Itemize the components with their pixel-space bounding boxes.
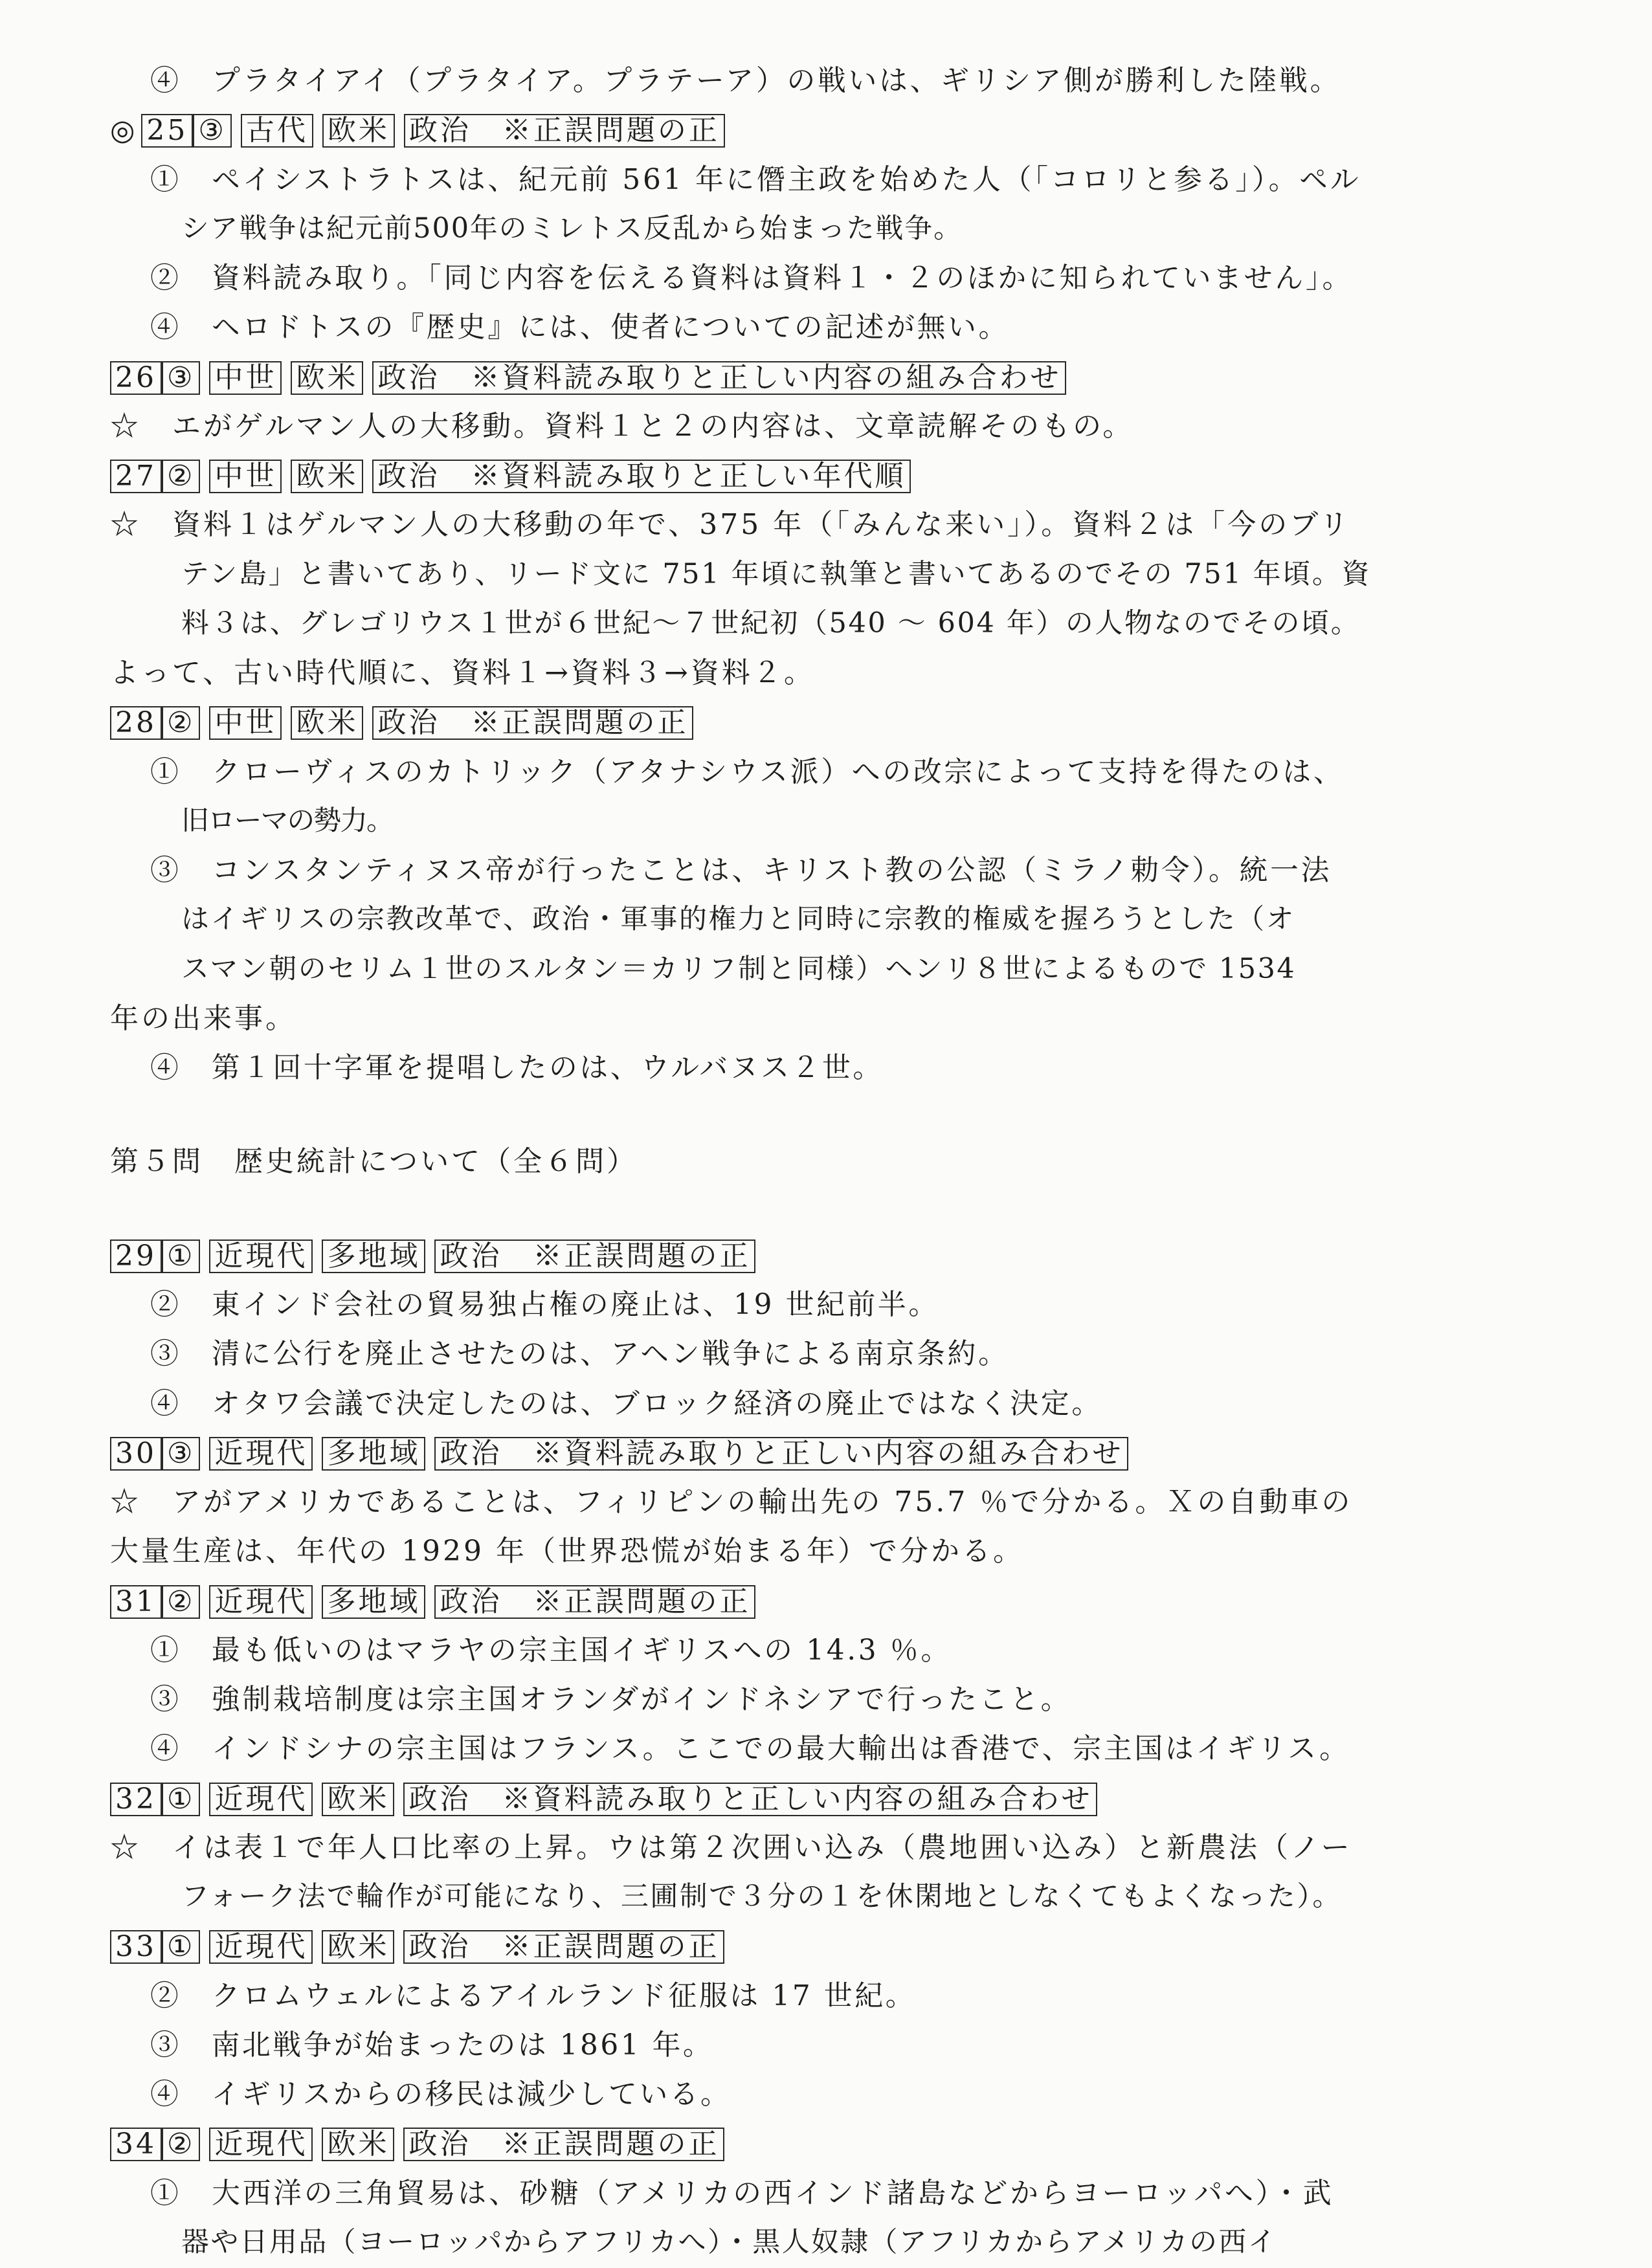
category-tag-box: 多地域 <box>322 1585 425 1619</box>
category-tag-box: 中世 <box>209 460 282 493</box>
line-43: 器や日用品（ヨーロッパからアフリカへ）・黒人奴隷（アフリカからアメリカの西イ <box>181 2226 1278 2258</box>
answer-box: ③ <box>193 114 231 148</box>
line-26: ④ オタワ会議で決定したのは、ブロック経済の廃止ではなく決定。 <box>150 1387 1102 1420</box>
line-37 <box>110 1930 1560 1964</box>
category-tag-box: 欧米 <box>291 361 363 395</box>
line-32: ③ 強制栽培制度は宗主国オランダがインドネシアで行ったこと。 <box>150 1683 1072 1716</box>
category-tag-box: 近現代 <box>209 2128 313 2161</box>
category-tag-box: 多地域 <box>322 1240 425 1273</box>
answer-box: ② <box>162 706 200 740</box>
line-05: ② 資料読み取り。「同じ内容を伝える資料は資料１・２のほかに知られていません」。 <box>150 261 1354 295</box>
line-34 <box>110 1783 1560 1816</box>
line-03: ① ペイシストラトスは、紀元前 561 年に僭主政を始めた人（「コロリと参る」）。ペル <box>150 163 1361 196</box>
line-42: ① 大西洋の三角貿易は、砂糖（アメリカの西インド諸島などからヨーロッパへ）・武 <box>150 2177 1334 2210</box>
category-tag-box: 欧米 <box>322 114 395 148</box>
line-07 <box>110 361 1560 395</box>
category-tag-box: 政治 ※正誤問題の正 <box>372 706 693 740</box>
line-10: ☆ 資料１はゲルマン人の大移動の年で、375 年（「みんな来い」）。資料２は「今のブリ <box>110 508 1351 541</box>
category-tag-box: 政治 ※正誤問題の正 <box>404 114 725 148</box>
line-04: シア戦争は紀元前500年のミレトス反乱から始まった戦争。 <box>181 212 963 245</box>
question-number-box: 25 <box>141 114 193 148</box>
line-09 <box>110 460 1560 493</box>
answer-box: ① <box>162 1930 200 1964</box>
question-number-box: 30 <box>110 1437 162 1471</box>
category-tag-box: 近現代 <box>209 1783 313 1816</box>
category-tag-box: 欧米 <box>322 1783 394 1816</box>
answer-box: ② <box>162 460 200 493</box>
question-number-box: 26 <box>110 361 162 395</box>
category-tag-box: 中世 <box>209 361 282 395</box>
answer-box: ③ <box>162 1437 200 1471</box>
category-tag-box: 政治 ※資料読み取りと正しい年代順 <box>372 460 911 493</box>
category-tag-box: 欧米 <box>291 706 363 740</box>
category-tag-box: 政治 ※正誤問題の正 <box>403 1930 724 1964</box>
line-02 <box>110 114 1560 148</box>
question-number-box: 33 <box>110 1930 162 1964</box>
category-tag-box: 近現代 <box>209 1240 313 1273</box>
circle-prefix: ◎ <box>110 114 138 147</box>
question-number-box: 27 <box>110 460 162 493</box>
line-25: ③ 清に公行を廃止させたのは、アヘン戦争による南京条約。 <box>150 1337 1009 1370</box>
line-35: ☆ イは表１で年人口比率の上昇。ウは第２次囲い込み（農地囲い込み）と新農法（ノー <box>110 1831 1352 1864</box>
category-tag-box: 政治 ※正誤問題の正 <box>434 1240 755 1273</box>
line-14 <box>110 706 1560 740</box>
line-33: ④ インドシナの宗主国はフランス。ここでの最大輸出は香港で、宗主国はイギリス。 <box>150 1732 1350 1765</box>
category-tag-box: 欧米 <box>322 1930 394 1964</box>
line-16: 旧ローマの勢力。 <box>181 805 393 837</box>
line-13: よって、古い時代順に、資料１→資料３→資料２。 <box>110 656 815 689</box>
line-19: スマン朝のセリム１世のスルタン＝カリフ制と同様）ヘンリ８世によるもので 1534 <box>181 953 1297 985</box>
line-40: ④ イギリスからの移民は減少している。 <box>150 2078 731 2111</box>
question-number-box: 28 <box>110 706 162 740</box>
category-tag-box: 政治 ※正誤問題の正 <box>434 1585 755 1619</box>
category-tag-box: 近現代 <box>209 1585 313 1619</box>
category-tag-box: 古代 <box>241 114 313 148</box>
category-tag-box: 中世 <box>209 706 282 740</box>
line-39: ③ 南北戦争が始まったのは 1861 年。 <box>150 2029 714 2062</box>
category-tag-box: 政治 ※資料読み取りと正しい内容の組み合わせ <box>434 1437 1128 1471</box>
question-number-box: 31 <box>110 1585 162 1619</box>
answer-box: ③ <box>162 361 200 395</box>
answer-box: ② <box>162 2128 200 2161</box>
category-tag-box: 多地域 <box>322 1437 425 1471</box>
question-number-box: 34 <box>110 2128 162 2161</box>
answer-box: ① <box>162 1240 200 1273</box>
line-31: ① 最も低いのはマラヤの宗主国イギリスへの 14.3 ％。 <box>150 1634 952 1667</box>
line-18: はイギリスの宗教改革で、政治・軍事的権力と同時に宗教的権威を握ろうとした（オ <box>181 903 1295 935</box>
line-36: フォーク法で輪作が可能になり、三圃制で３分の１を休閑地としなくてもよくなった）。 <box>181 1880 1342 1913</box>
line-41 <box>110 2128 1560 2161</box>
line-12: 料３は、グレゴリウス１世が６世紀～７世紀初（540 ～ 604 年）の人物なのでその頃。 <box>181 607 1361 639</box>
category-tag-box: 欧米 <box>291 460 363 493</box>
line-17: ③ コンスタンティヌス帝が行ったことは、キリスト教の公認（ミラノ勅令）。統一法 <box>150 854 1332 887</box>
line-08: ☆ エがゲルマン人の大移動。資料１と２の内容は、文章読解そのもの。 <box>110 410 1134 443</box>
line-21: ④ 第１回十字軍を提唱したのは、ウルバヌス２世。 <box>150 1051 884 1084</box>
line-22: 第５問 歴史統計について（全６問） <box>110 1145 638 1178</box>
category-tag-box: 近現代 <box>209 1930 313 1964</box>
line-01: ④ プラタイアイ（プラタイア。プラテーア）の戦いは、ギリシア側が勝利した陸戦。 <box>150 64 1341 97</box>
category-tag-box: 政治 ※資料読み取りと正しい内容の組み合わせ <box>372 361 1066 395</box>
category-tag-box: 政治 ※正誤問題の正 <box>403 2128 724 2161</box>
line-06: ④ ヘロドトスの『歴史』には、使者についての記述が無い。 <box>150 311 1009 344</box>
category-tag-box: 欧米 <box>322 2128 394 2161</box>
category-tag-box: 政治 ※資料読み取りと正しい内容の組み合わせ <box>403 1783 1097 1816</box>
line-11: テン島」と書いてあり、リード文に 751 年頃に執筆と書いてあるのでその 751 年頃。資 <box>181 558 1372 590</box>
answer-box: ② <box>162 1585 200 1619</box>
line-20: 年の出来事。 <box>110 1002 296 1035</box>
line-30 <box>110 1585 1560 1619</box>
line-27 <box>110 1437 1560 1471</box>
line-28: ☆ アがアメリカであることは、フィリピンの輸出先の 75.7 ％で分かる。Ｘの自動車の <box>110 1485 1353 1518</box>
line-38: ② クロムウェルによるアイルランド征服は 17 世紀。 <box>150 1979 917 2012</box>
answer-box: ① <box>162 1783 200 1816</box>
question-number-box: 32 <box>110 1783 162 1816</box>
line-15: ① クローヴィスのカトリック（アタナシウス派）への改宗によって支持を得たのは、 <box>150 755 1345 788</box>
category-tag-box: 近現代 <box>209 1437 313 1471</box>
line-23 <box>110 1240 1560 1273</box>
line-29: 大量生産は、年代の 1929 年（世界恐慌が始まる年）で分かる。 <box>110 1535 1024 1568</box>
line-24: ② 東インド会社の貿易独占権の廃止は、19 世紀前半。 <box>150 1288 939 1321</box>
question-number-box: 29 <box>110 1240 162 1273</box>
